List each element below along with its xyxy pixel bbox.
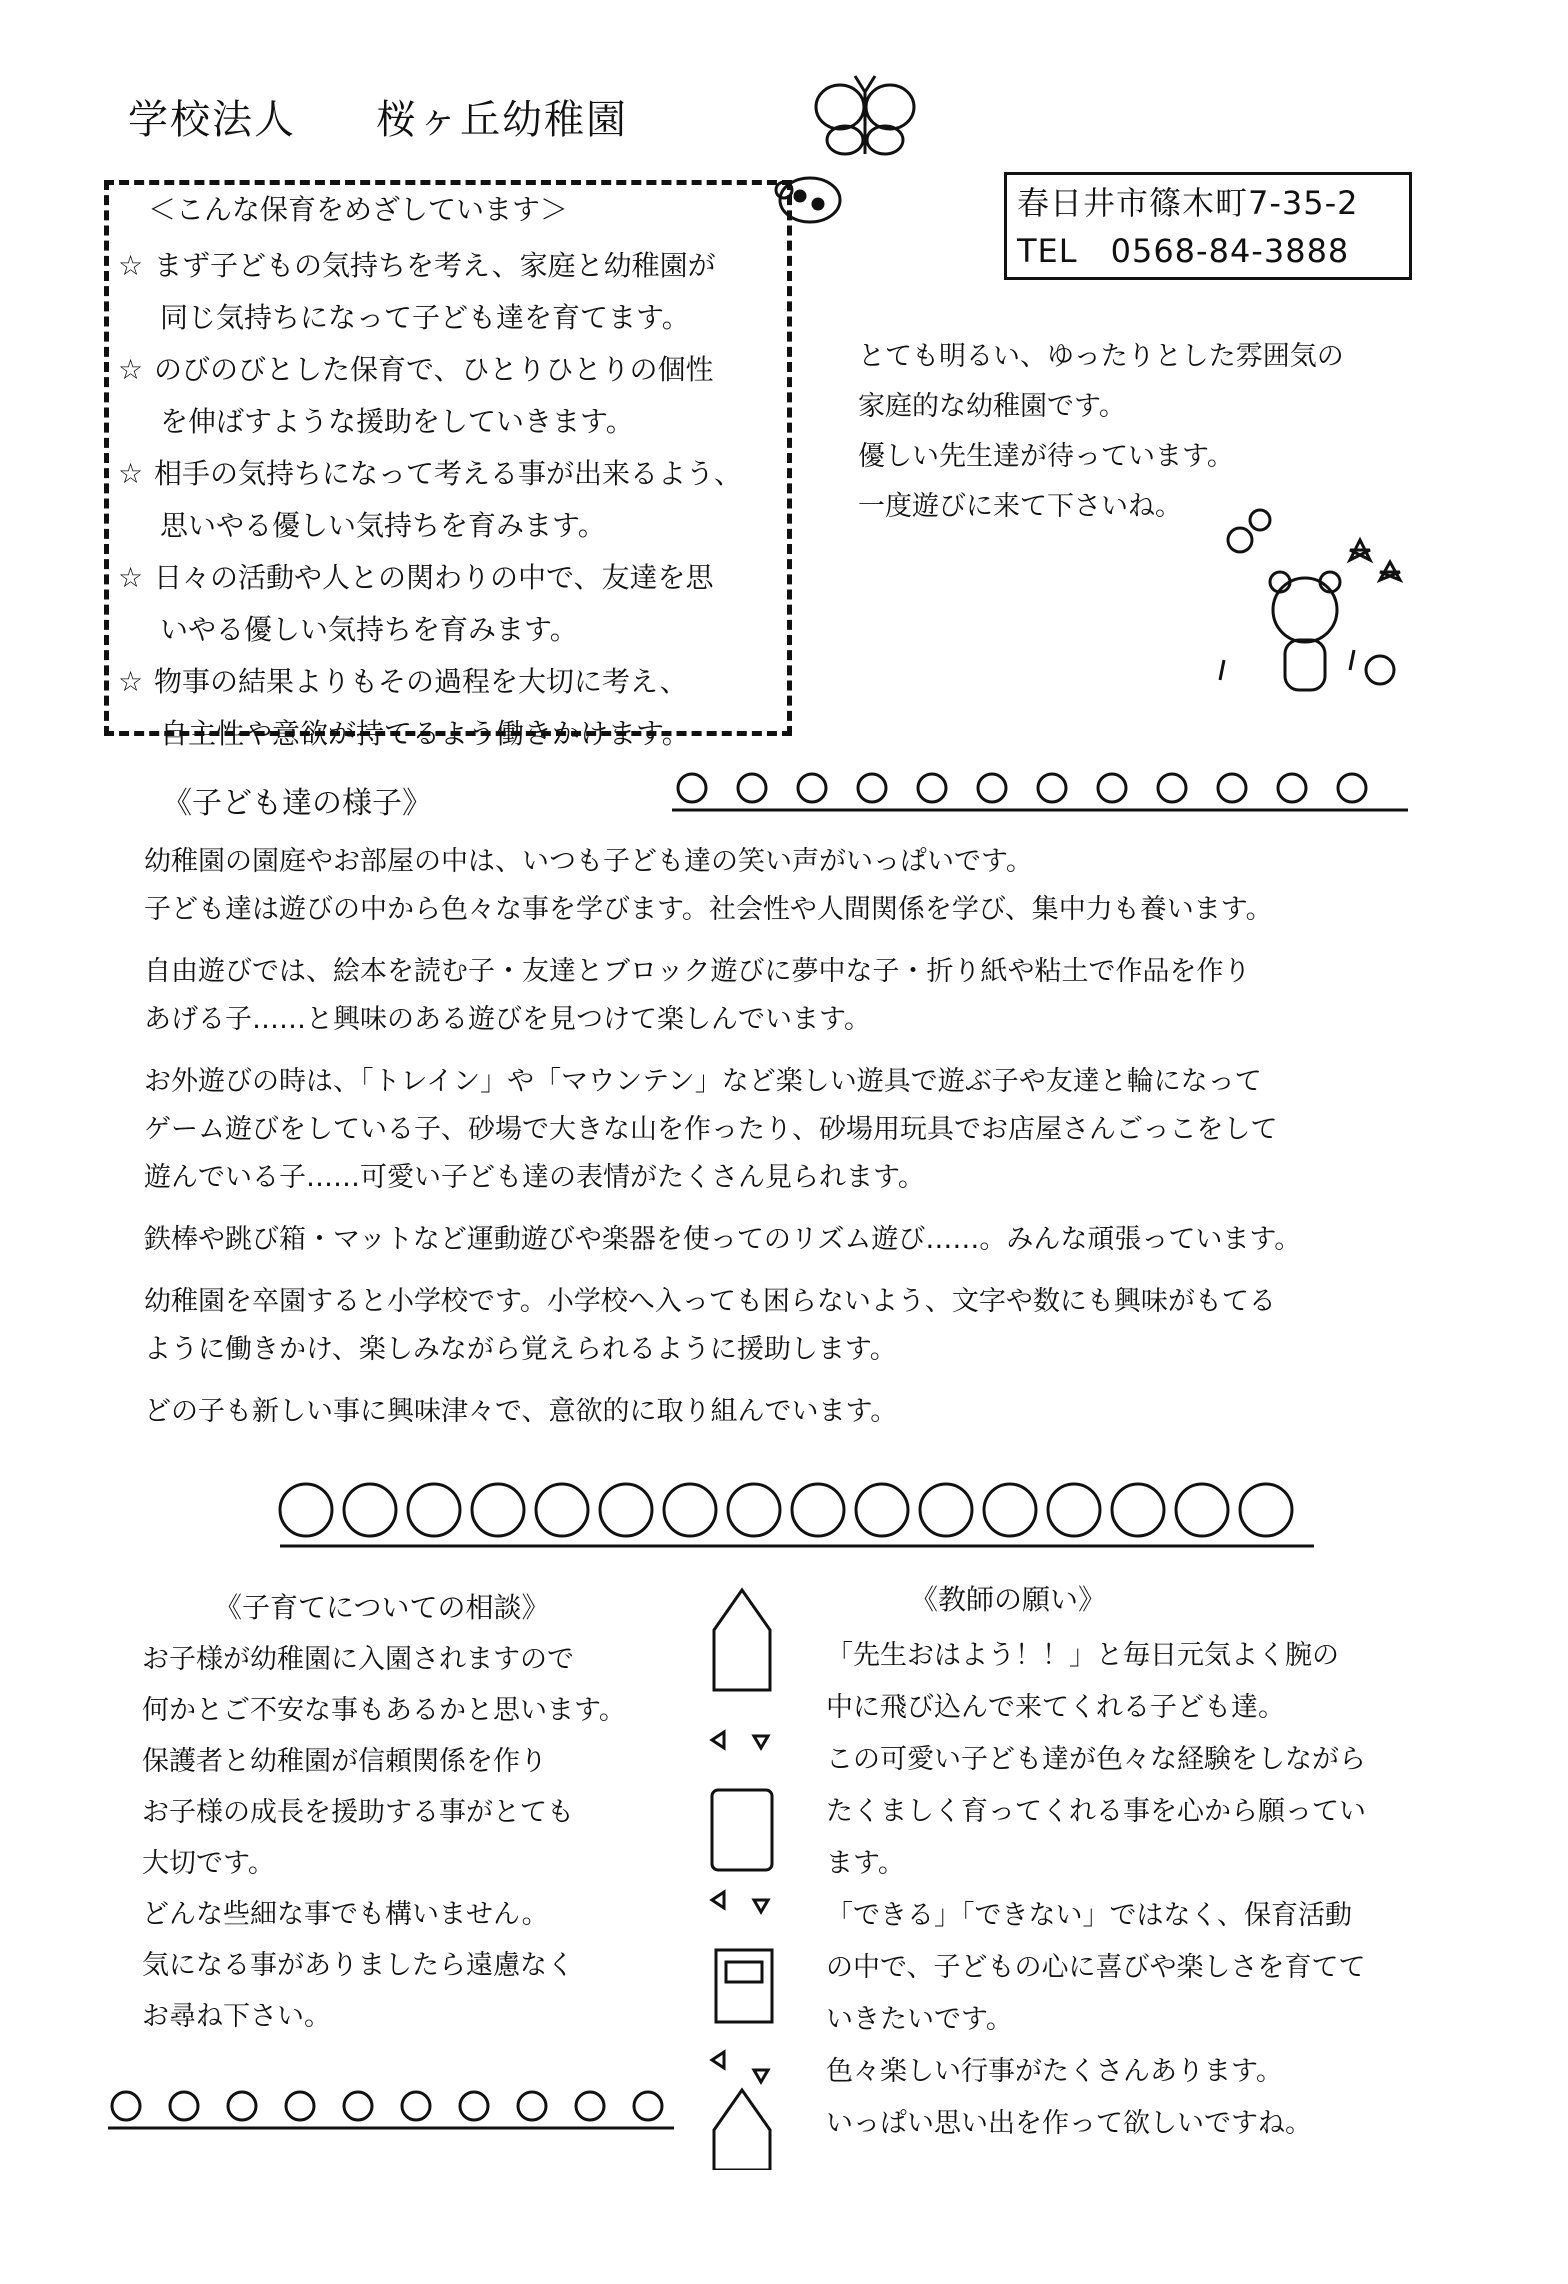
paragraph-line: ゲーム遊びをしている子、砂場で大きな山を作ったり、砂場用玩具でお店屋さんごっこをして [144, 1114, 1278, 1145]
list-item: ☆ 日々の活動や人との関わりの中で、友達を思 [118, 552, 742, 604]
list-item: を伸ばすような援助をしていきます。 [160, 405, 634, 438]
children-paragraphs [144, 838, 1434, 1450]
flower-border-icon [668, 766, 1428, 818]
wish-title: 《教師の願い》 [910, 1583, 1107, 1616]
org-type: 学校法人 [128, 97, 296, 143]
address: 春日井市篠木町7-35-2 [1017, 184, 1359, 222]
paragraph-line: ように働きかけ、楽しみながら覚えられるように援助します。 [144, 1334, 897, 1365]
stationery-illustration-icon [702, 1570, 792, 2170]
consult-text: お子様が幼稚園に入園されますので 何かとご不安な事もあるかと思います。 保護者と幼稚園が信頼関係を作り お子様の成長を援助する事がとても 大切です。 どんな些細な事でも構いません。 気になる事がありましたら遠慮なく お尋ね下さい。 [142, 1644, 626, 2032]
paragraph-line: 幼稚園の園庭やお部屋の中は、いつも子ども達の笑い声がいっぱいです。 [144, 846, 1033, 877]
star-icon: ☆ [118, 353, 144, 386]
list-item: 思いやる優しい気持ちを育みます。 [160, 509, 606, 542]
paragraph-line: 遊んでいる子……可愛い子ども達の表情がたくさん見られます。 [144, 1162, 925, 1193]
page-title [128, 88, 708, 145]
philosophy-heading: ＜こんな保育をめざしています＞ [148, 193, 569, 226]
school-name: 桜ヶ丘幼稚園 [376, 97, 628, 143]
paragraph-line: 鉄棒や跳び箱・マットなど運動遊びや楽器を使ってのリズム遊び……。みんな頑張っています。 [144, 1224, 1302, 1255]
wish-text: 「先生おはよう！！」と毎日元気よく腕の 中に飛び込んで来てくれる子ども達。 この可愛い子ども達が色々な経験をしながら たくましく育ってくれる事を心から願ってい ます。 「できる」「できない」ではなく、保育活動 の中で、子どもの心に喜びや楽しさを育てて いきたいです。 色々楽しい行事がたくさんあります。 いっぱい思い出を作って欲しいですね。 [826, 1640, 1366, 2139]
intro-text: とても明るい、ゆったりとした雰囲気の 家庭的な幼稚園です。 優しい先生達が待っています。 一度遊びに来て下さいね。 [858, 341, 1344, 522]
list-item: ☆ のびのびとした保育で、ひとりひとりの個性 [118, 344, 742, 396]
list-item: ☆ まず子どもの気持ちを考え、家庭と幼稚園が [118, 240, 742, 292]
bear-illustration-icon [1200, 500, 1420, 720]
star-icon: ☆ [118, 457, 144, 490]
list-item: ☆ 物事の結果よりもその過程を大切に考え、 [118, 656, 742, 708]
children-faces-border-icon [274, 1474, 1334, 1558]
star-icon: ☆ [118, 249, 144, 282]
paragraph-line: 自由遊びでは、絵本を読む子・友達とブロック遊びに夢中な子・折り紙や粘土で作品を作り [144, 956, 1251, 987]
paragraph-line: どの子も新しい事に興味津々で、意欲的に取り組んでいます。 [144, 1396, 898, 1427]
star-icon: ☆ [118, 561, 144, 594]
list-item: 自主性や意欲が持てるよう働きかけます。 [160, 717, 690, 750]
paragraph-line: 子ども達は遊びの中から色々な事を学びます。社会性や人間関係を学び、集中力も養います。 [144, 894, 1273, 925]
butterfly-icon [810, 72, 920, 162]
list-item: 同じ気持ちになって子ども達を育てます。 [160, 301, 690, 334]
list-item: いやる優しい気持ちを育みます。 [160, 613, 578, 646]
paragraph-line: 幼稚園を卒園すると小学校です。小学校へ入っても困らないよう、文字や数にも興味がもてる [144, 1286, 1276, 1317]
consult-title: 《子育てについての相談》 [214, 1591, 550, 1624]
bottom-flower-border-icon [104, 2082, 684, 2138]
children-section-title: 《子ども達の様子》 [162, 786, 432, 821]
phone: TEL 0568-84-3888 [1017, 232, 1350, 270]
paragraph-line: お外遊びの時は、「トレイン」や「マウンテン」など楽しい遊具で遊ぶ子や友達と輪になって [144, 1066, 1262, 1097]
paragraph-line: あげる子……と興味のある遊びを見つけて楽しんでいます。 [144, 1004, 871, 1035]
philosophy-list [118, 240, 742, 760]
contact-box [1004, 172, 1412, 280]
star-icon: ☆ [118, 665, 144, 698]
list-item: ☆ 相手の気持ちになって考える事が出来るよう、 [118, 448, 742, 500]
